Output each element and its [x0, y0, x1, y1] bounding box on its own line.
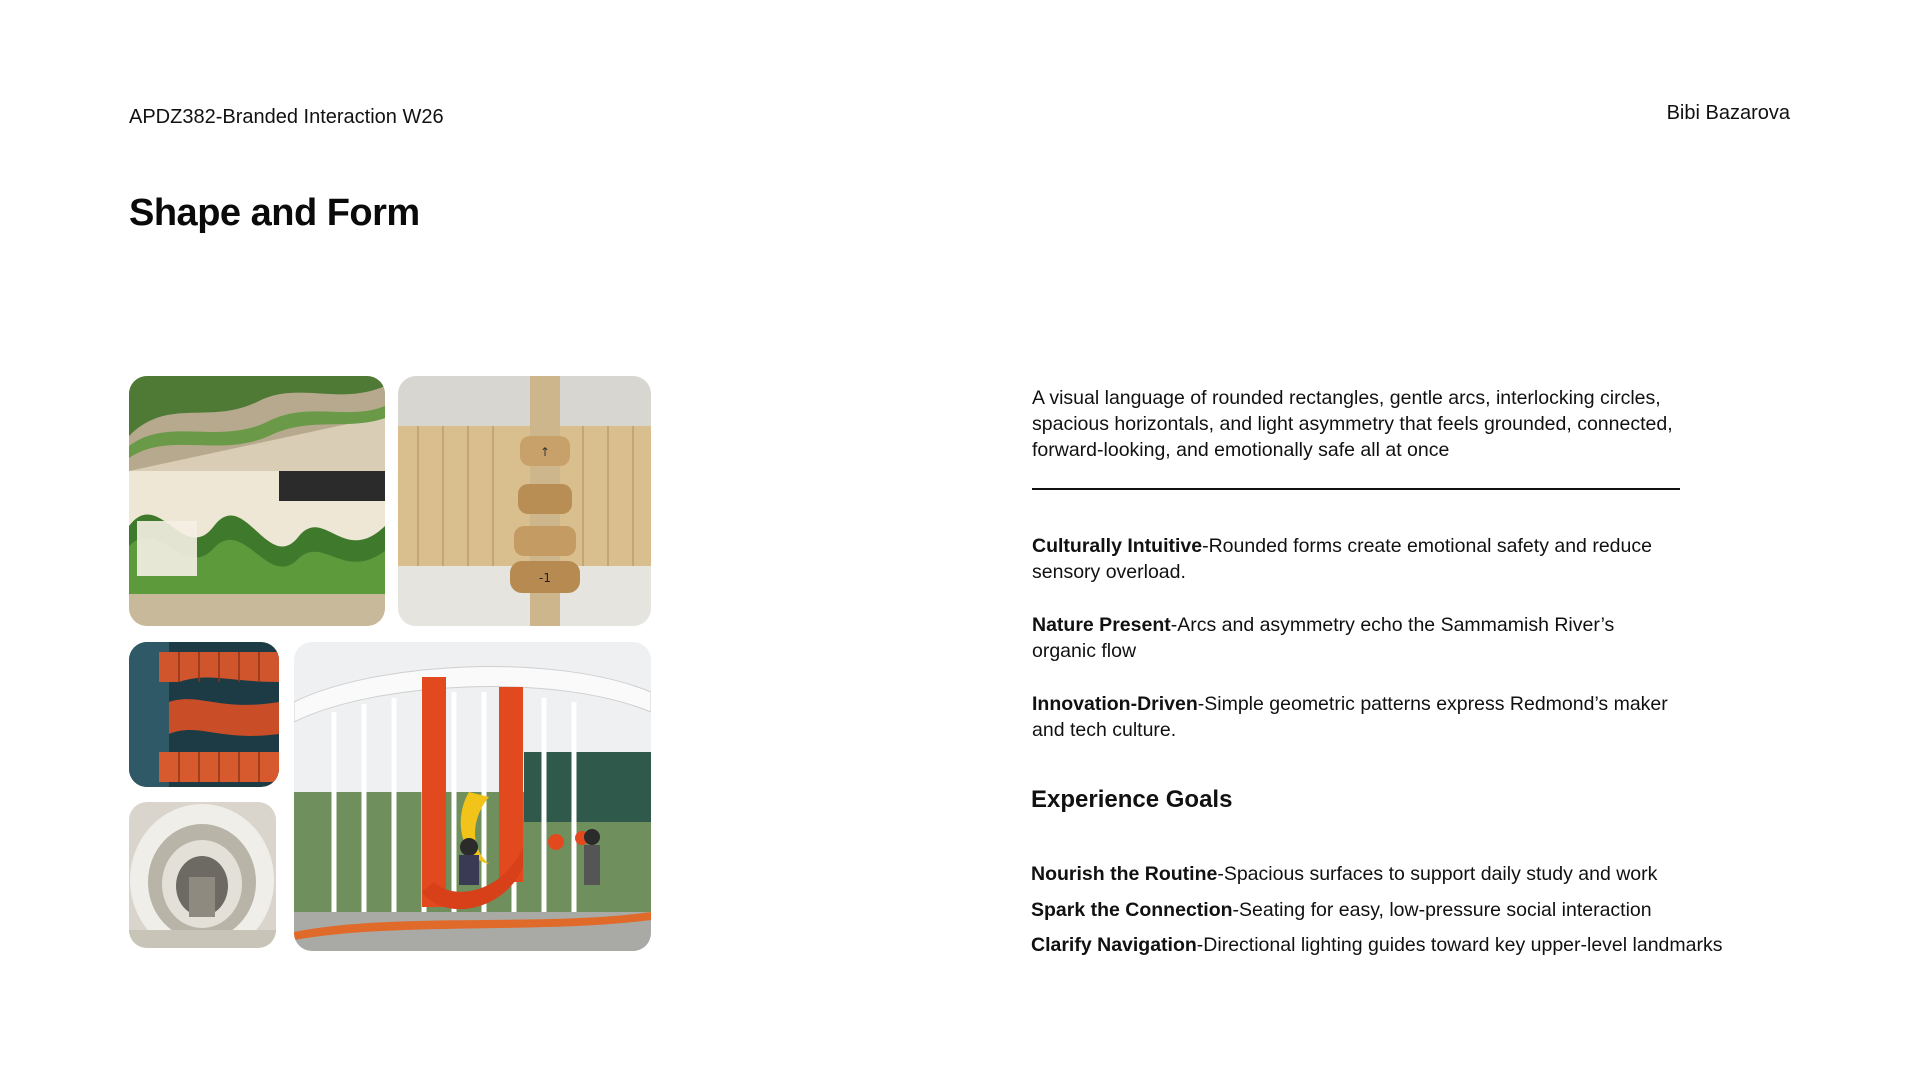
principle-culturally-intuitive — [1032, 533, 1680, 585]
wood-spiral-signage-photo — [398, 376, 651, 626]
course-label: APDZ382-Branded Interaction W26 — [129, 106, 444, 128]
svg-text:↑: ↑ — [539, 445, 551, 459]
goal-term: Spark the Connection — [1031, 898, 1233, 921]
goal-nourish-the-routine — [1031, 857, 1722, 893]
principle-nature-present — [1032, 612, 1680, 664]
green-wave-wall-photo — [129, 376, 385, 626]
goal-term: Nourish the Routine — [1031, 863, 1218, 885]
red-ribbon-playground-photo — [294, 642, 651, 951]
goal-term: Clarify Navigation — [1031, 934, 1197, 956]
experience-goals-list — [1031, 857, 1722, 964]
orange-curved-facade-photo — [129, 642, 279, 787]
section-divider — [1032, 488, 1680, 490]
goal-description: -Seating for easy, low-pressure social interaction — [1232, 898, 1652, 921]
principle-term: Innovation-Driven — [1032, 693, 1198, 715]
goal-spark-the-connection — [1031, 893, 1722, 929]
principle-term: Nature Present — [1032, 614, 1171, 636]
experience-goals-heading: Experience Goals — [1031, 786, 1233, 813]
intro-paragraph: A visual language of rounded rectangles, gentle arcs, interlocking circles, spacious horizontals, and light asymmetry that feels grounded, connected, forward-looking, and emotionally safe all at once — [1032, 387, 1673, 461]
author-name: Bibi Bazarova — [1666, 102, 1790, 124]
svg-text:-1: -1 — [539, 571, 551, 585]
principle-description: -Arcs and asymmetry echo the Sammamish River’s organic flow — [1032, 614, 1615, 662]
principle-innovation-driven — [1032, 691, 1680, 743]
principle-description: -Rounded forms create emotional safety and reduce sensory overload. — [1032, 535, 1652, 583]
principle-description: -Simple geometric patterns express Redmond’s maker and tech culture. — [1032, 693, 1668, 741]
goal-description: -Directional lighting guides toward key upper-level landmarks — [1196, 934, 1723, 956]
white-tunnel-arch-photo — [129, 802, 276, 948]
principle-term: Culturally Intuitive — [1032, 535, 1203, 557]
goal-clarify-navigation — [1031, 928, 1722, 964]
page-title: Shape and Form — [129, 192, 420, 234]
goal-description: -Spacious surfaces to support daily study and work — [1217, 863, 1658, 885]
